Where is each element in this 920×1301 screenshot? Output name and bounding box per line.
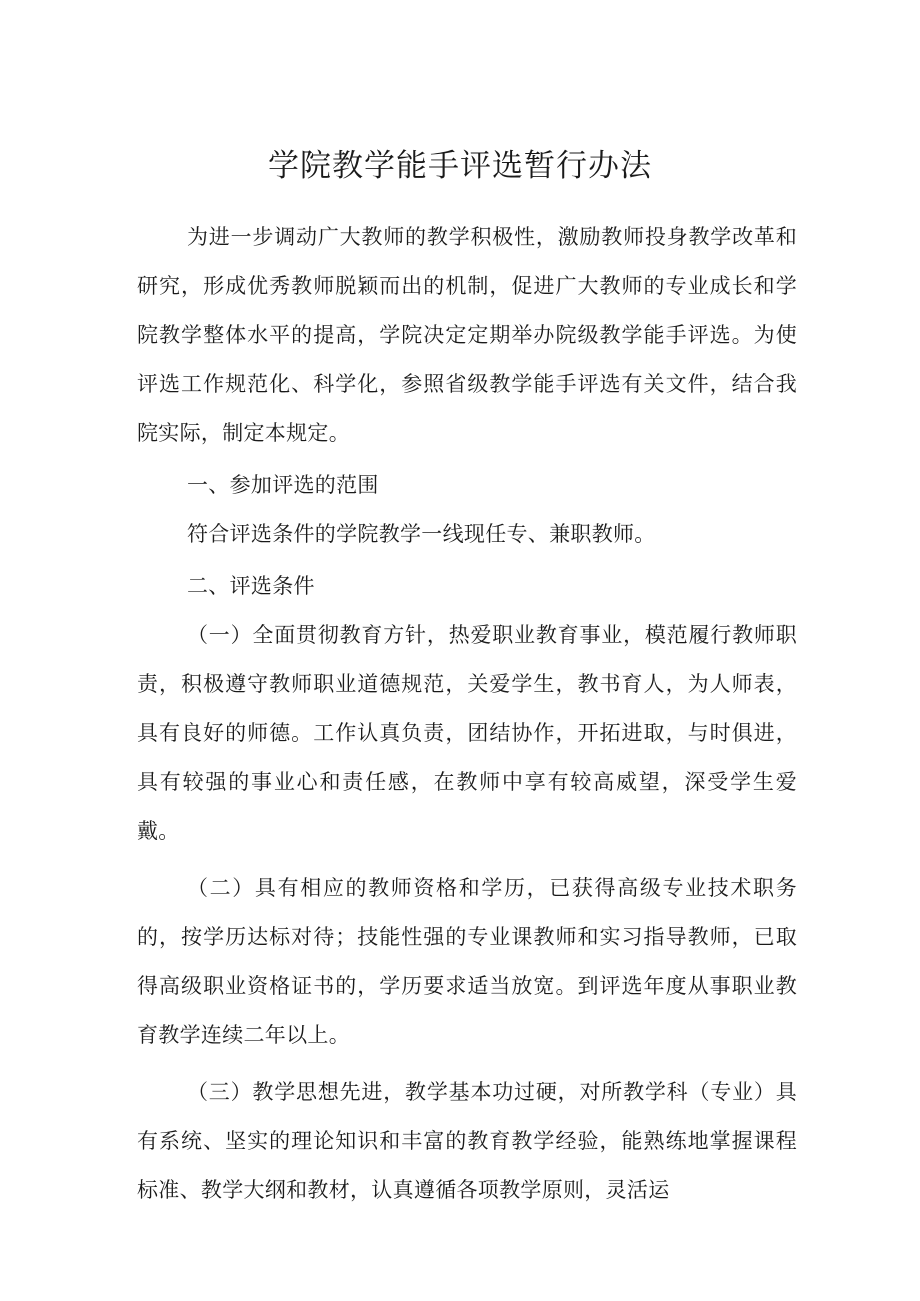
document-body (137, 213, 797, 1215)
condition-paragraph-3: （三）教学思想先进，教学基本功过硬，对所教学科（专业）具有系统、坚实的理论知识和丰富的教育教学经验，能熟练地掌握课程标准、教学大纲和教材，认真遵循各项教学原则，灵活运 (137, 1080, 797, 1202)
section-paragraph: 符合评选条件的学院教学一线现任专、兼职教师。 (187, 522, 656, 546)
condition-paragraph-1: （一）全面贯彻教育方针，热爱职业教育事业，模范履行教师职责，积极遵守教师职业道德规范，关爱学生，教书育人，为人师表，具有良好的师德。工作认真负责，团结协作，开拓进取，与时俱进，具有较强的事业心和责任感，在教师中享有较高威望，深受学生爱戴。 (137, 623, 797, 843)
condition-paragraph-2: （二）具有相应的教师资格和学历，已获得高级专业技术职务的，按学历达标对待；技能性强的专业课教师和实习指导教师，已取得高级职业资格证书的，学历要求适当放宽。到评选年度从事职业教育教学连续二年以上。 (137, 876, 797, 1047)
intro-paragraph: 为进一步调动广大教师的教学积极性，激励教师投身教学改革和研究，形成优秀教师脱颖而出的机制，促进广大教师的专业成长和学院教学整体水平的提高，学院决定定期举办院级教学能手评选。为使评选工作规范化、科学化，参照省级教学能手评选有关文件，结合我院实际，制定本规定。 (137, 225, 797, 445)
document-title: 学院教学能手评选暂行办法 (268, 148, 652, 184)
section-heading-scope: 一、参加评选的范围 (187, 473, 379, 497)
section-heading-conditions: 二、评选条件 (187, 574, 315, 598)
